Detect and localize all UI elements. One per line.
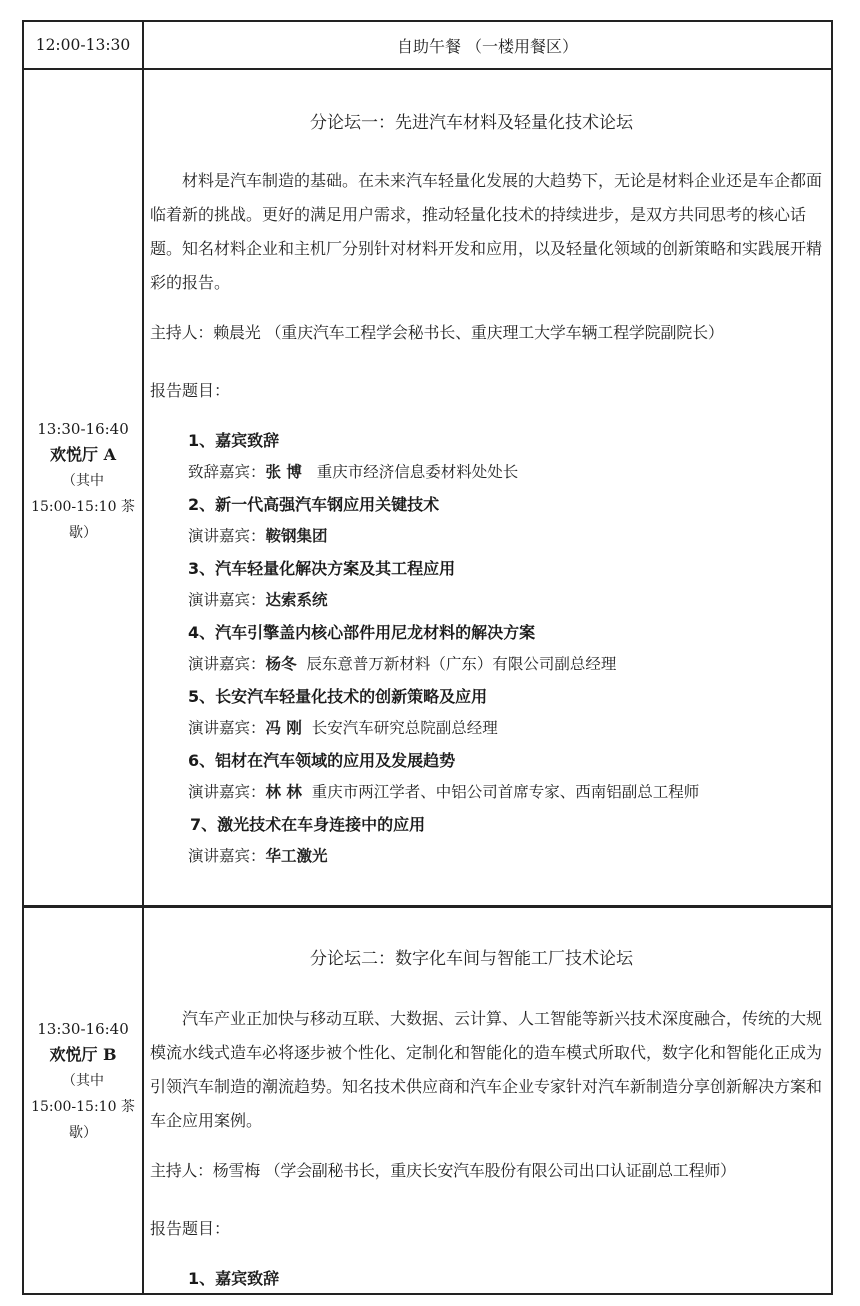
forum2-time-cell — [24, 1016, 142, 1146]
forum2-topics-label: 报告题目： — [150, 1219, 231, 1238]
forum1-item-speaker — [188, 652, 616, 674]
forum1-description: 材料是汽车制造的基础。在未来汽车轻量化发展的大趋势下，无论是材料企业还是车企都面临着新的挑战。更好的满足用户需求，推动轻量化技术的持续进步，是双方共同思考的核心话题。知名材料企业和主机厂分别针对材料开发和应用，以及轻量化领域的创新策略和实践展开精彩的报告。 — [150, 171, 823, 292]
forum2-room: 欢悦厅 B — [49, 1045, 117, 1064]
forum1-item-speaker — [188, 588, 328, 610]
speaker-org: 长安汽车研究总院副总经理 — [311, 719, 498, 737]
forum1-item-title: 2、新一代高强汽车钢应用关键技术 — [188, 495, 440, 514]
row-divider-lunch — [22, 68, 833, 70]
table-border-bottom — [22, 1293, 833, 1295]
forum1-item-speaker — [188, 460, 518, 482]
forum1-item-title: 5、长安汽车轻量化技术的创新策略及应用 — [188, 687, 488, 706]
forum2-note-3: 歇） — [69, 1125, 97, 1141]
speaker-role: 演讲嘉宾： — [188, 847, 266, 865]
forum1-item-title: 4、汽车引擎盖内核心部件用尼龙材料的解决方案 — [188, 623, 536, 642]
speaker-name: 杨冬 — [265, 655, 297, 673]
forum1-item-speaker — [188, 716, 498, 738]
speaker-name: 张 博 — [265, 463, 302, 481]
speaker-name: 达索系统 — [265, 591, 328, 609]
forum1-item-title: 1、嘉宾致辞 — [188, 431, 280, 450]
forum1-item-title: 6、铝材在汽车领域的应用及发展趋势 — [188, 751, 456, 770]
forum1-note-3: 歇） — [69, 525, 97, 541]
forum1-note-2: 15:00-15:10 茶 — [31, 499, 135, 515]
speaker-role: 致辞嘉宾： — [188, 463, 266, 481]
forum2-item-title: 1、嘉宾致辞 — [188, 1269, 280, 1288]
speaker-role: 演讲嘉宾： — [188, 719, 266, 737]
speaker-name: 冯 刚 — [265, 719, 302, 737]
forum2-title: 分论坛二：数字化车间与智能工厂技术论坛 — [310, 949, 633, 969]
table-border-top — [22, 20, 833, 22]
speaker-role: 演讲嘉宾： — [188, 527, 266, 545]
column-divider — [142, 20, 144, 1295]
forum1-time: 13:30-16:40 — [37, 420, 129, 438]
forum1-room: 欢悦厅 A — [50, 445, 116, 464]
speaker-role: 演讲嘉宾： — [188, 591, 266, 609]
speaker-name: 华工激光 — [265, 847, 328, 865]
speaker-name: 鞍钢集团 — [265, 527, 328, 545]
lunch-description: 自助午餐 （一楼用餐区） — [396, 37, 579, 56]
table-border-right — [831, 20, 833, 1295]
forum2-time: 13:30-16:40 — [37, 1020, 129, 1038]
speaker-name: 林 林 — [265, 783, 302, 801]
forum2-host: 主持人：杨雪梅 （学会副秘书长，重庆长安汽车股份有限公司出口认证副总工程师） — [150, 1161, 736, 1180]
speaker-role: 演讲嘉宾： — [188, 783, 266, 801]
forum1-title: 分论坛一：先进汽车材料及轻量化技术论坛 — [310, 113, 633, 133]
forum1-item-title: 3、汽车轻量化解决方案及其工程应用 — [188, 559, 456, 578]
speaker-org: 重庆市经济信息委材料处处长 — [316, 463, 519, 481]
forum1-item-speaker — [188, 524, 328, 546]
lunch-time: 12:00-13:30 — [35, 36, 131, 54]
forum2-description: 汽车产业正加快与移动互联、大数据、云计算、人工智能等新兴技术深度融合，传统的大规模流水线式造车必将逐步被个性化、定制化和智能化的造车模式所取代，数字化和智能化正成为引领汽车制造的潮流趋势。知名技术供应商和汽车企业专家针对汽车新制造分享创新解决方案和车企应用案例。 — [150, 1009, 823, 1130]
forum2-note-2: 15:00-15:10 茶 — [31, 1099, 135, 1115]
forum1-note-1: （其中 — [62, 473, 104, 489]
row-divider-forum — [22, 905, 833, 908]
forum1-host: 主持人：赖晨光 （重庆汽车工程学会秘书长、重庆理工大学车辆工程学院副院长） — [150, 323, 724, 342]
speaker-org: 辰东意普万新材料（广东）有限公司副总经理 — [306, 655, 617, 673]
speaker-role: 演讲嘉宾： — [188, 655, 266, 673]
forum2-note-1: （其中 — [62, 1073, 104, 1089]
forum1-time-cell — [24, 416, 142, 546]
forum1-item-speaker — [188, 844, 328, 866]
forum1-item-speaker — [188, 780, 699, 802]
forum1-item-title: 7、激光技术在车身连接中的应用 — [190, 815, 426, 834]
forum1-topics-label: 报告题目： — [150, 381, 231, 400]
speaker-org: 重庆市两江学者、中铝公司首席专家、西南铝副总工程师 — [311, 783, 700, 801]
